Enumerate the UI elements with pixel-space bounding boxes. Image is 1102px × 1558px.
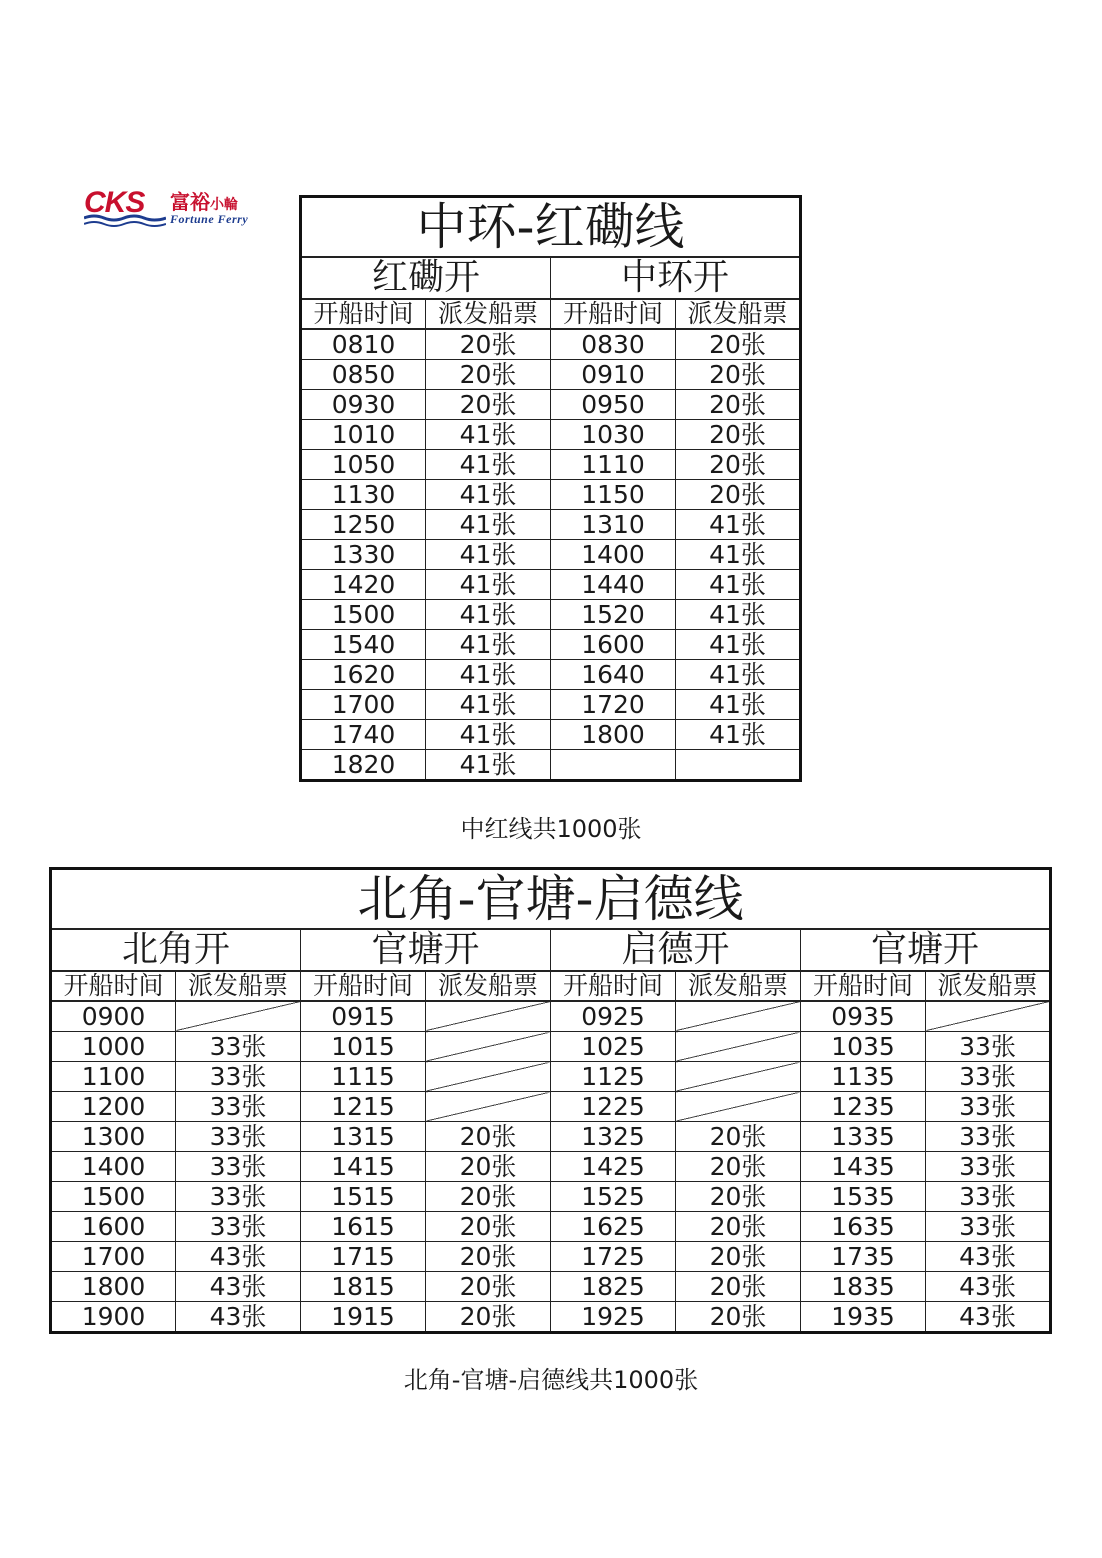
departure-time-cell	[551, 750, 676, 781]
departure-time-cell: 0935	[801, 1001, 926, 1032]
logo-chinese-small: 小輪	[210, 197, 238, 213]
table-row	[51, 1092, 1051, 1122]
table-row	[51, 1152, 1051, 1182]
ticket-count-cell: 43张	[926, 1272, 1051, 1302]
ticket-count-cell: 20张	[426, 1272, 551, 1302]
ticket-count-cell: 20张	[426, 1212, 551, 1242]
ticket-count-cell: 33张	[176, 1212, 301, 1242]
table-row	[301, 540, 801, 570]
departure-time-cell: 0915	[301, 1001, 426, 1032]
ticket-count-cell: 41张	[676, 690, 801, 720]
column-header: 开船时间	[301, 299, 426, 329]
departure-time-cell: 0910	[551, 360, 676, 390]
departure-time-cell: 1315	[301, 1122, 426, 1152]
ticket-count-cell: 33张	[926, 1032, 1051, 1062]
departure-time-cell: 1200	[51, 1092, 176, 1122]
ticket-count-cell: 41张	[426, 480, 551, 510]
ticket-count-cell: 33张	[926, 1122, 1051, 1152]
departure-time-cell: 1700	[301, 690, 426, 720]
departure-time-cell: 1010	[301, 420, 426, 450]
ticket-count-cell: 33张	[926, 1092, 1051, 1122]
table-row	[301, 510, 801, 540]
ticket-count-cell	[426, 1001, 551, 1032]
table-row	[301, 390, 801, 420]
column-header: 派发船票	[676, 299, 801, 329]
table-row	[51, 1302, 1051, 1333]
departure-time-cell: 1540	[301, 630, 426, 660]
ticket-count-cell: 41张	[426, 750, 551, 781]
departure-time-cell: 1535	[801, 1182, 926, 1212]
ticket-count-cell: 20张	[676, 390, 801, 420]
departure-time-cell: 1050	[301, 450, 426, 480]
table-row	[51, 1242, 1051, 1272]
departure-time-cell: 1000	[51, 1032, 176, 1062]
departure-time-cell: 1150	[551, 480, 676, 510]
column-header: 开船时间	[551, 299, 676, 329]
route-total-note: 中红线共1000张	[460, 815, 642, 843]
ticket-count-cell: 43张	[176, 1242, 301, 1272]
departure-time-cell: 1500	[51, 1182, 176, 1212]
ticket-count-cell: 33张	[926, 1062, 1051, 1092]
ticket-count-cell: 33张	[176, 1032, 301, 1062]
ticket-count-cell: 41张	[426, 600, 551, 630]
ticket-count-cell	[926, 1001, 1051, 1032]
ticket-count-cell: 41张	[426, 630, 551, 660]
ticket-count-cell	[176, 1001, 301, 1032]
departure-time-cell: 0950	[551, 390, 676, 420]
cks-fortune-ferry-logo	[84, 186, 270, 234]
departure-time-cell: 1100	[51, 1062, 176, 1092]
ticket-count-cell: 20张	[676, 480, 801, 510]
ticket-count-cell: 41张	[676, 510, 801, 540]
departure-time-cell: 1015	[301, 1032, 426, 1062]
departure-time-cell: 1640	[551, 660, 676, 690]
departure-time-cell: 1635	[801, 1212, 926, 1242]
ticket-count-cell: 43张	[926, 1242, 1051, 1272]
ticket-count-cell	[676, 750, 801, 781]
departure-time-cell: 0850	[301, 360, 426, 390]
departure-time-cell: 1820	[301, 750, 426, 781]
departure-time-cell: 1815	[301, 1272, 426, 1302]
departure-time-cell: 1110	[551, 450, 676, 480]
table-row	[301, 690, 801, 720]
departure-time-cell: 1720	[551, 690, 676, 720]
departure-time-cell: 1900	[51, 1302, 176, 1333]
departure-time-cell: 1600	[551, 630, 676, 660]
departure-time-cell: 1335	[801, 1122, 926, 1152]
table-row	[301, 600, 801, 630]
departure-time-cell: 1700	[51, 1242, 176, 1272]
departure-time-cell: 1435	[801, 1152, 926, 1182]
direction-header: 官塘开	[301, 929, 551, 971]
departure-time-cell: 1925	[551, 1302, 676, 1333]
ticket-count-cell: 20张	[676, 1182, 801, 1212]
ticket-count-cell: 41张	[426, 660, 551, 690]
ticket-count-cell: 33张	[176, 1092, 301, 1122]
ticket-count-cell: 33张	[926, 1182, 1051, 1212]
departure-time-cell: 1400	[551, 540, 676, 570]
ticket-count-cell: 41张	[426, 540, 551, 570]
departure-time-cell: 1250	[301, 510, 426, 540]
ticket-count-cell: 20张	[426, 329, 551, 360]
departure-time-cell: 1215	[301, 1092, 426, 1122]
table-row	[301, 329, 801, 360]
departure-time-cell: 1125	[551, 1062, 676, 1092]
ticket-count-cell	[676, 1032, 801, 1062]
ticket-count-cell: 20张	[426, 1122, 551, 1152]
ticket-count-cell: 41张	[426, 690, 551, 720]
table-row	[301, 360, 801, 390]
column-header: 派发船票	[176, 971, 301, 1001]
table-row	[301, 720, 801, 750]
departure-time-cell: 0830	[551, 329, 676, 360]
departure-time-cell: 1400	[51, 1152, 176, 1182]
table-row	[301, 450, 801, 480]
ticket-count-cell: 41张	[676, 660, 801, 690]
column-header: 派发船票	[426, 299, 551, 329]
departure-time-cell: 1835	[801, 1272, 926, 1302]
table-row	[301, 570, 801, 600]
ticket-count-cell: 20张	[676, 1272, 801, 1302]
table-row	[51, 1182, 1051, 1212]
ticket-count-cell	[426, 1032, 551, 1062]
departure-time-cell: 1800	[551, 720, 676, 750]
ticket-count-cell: 20张	[426, 1182, 551, 1212]
ticket-count-cell: 20张	[426, 1152, 551, 1182]
ticket-count-cell: 33张	[176, 1062, 301, 1092]
departure-time-cell: 1115	[301, 1062, 426, 1092]
departure-time-cell: 1520	[551, 600, 676, 630]
departure-time-cell: 1235	[801, 1092, 926, 1122]
table-row	[51, 1272, 1051, 1302]
ticket-count-cell: 41张	[676, 540, 801, 570]
column-header: 开船时间	[51, 971, 176, 1001]
ticket-count-cell: 33张	[926, 1152, 1051, 1182]
table-row	[51, 1212, 1051, 1242]
route-title: 中环-红磡线	[301, 197, 801, 258]
northpoint-kwuntong-kaitak-schedule-table	[49, 867, 1052, 1334]
departure-time-cell: 1515	[301, 1182, 426, 1212]
table-row	[51, 1032, 1051, 1062]
departure-time-cell: 0930	[301, 390, 426, 420]
table-row	[301, 630, 801, 660]
ticket-count-cell: 20张	[426, 1242, 551, 1272]
departure-time-cell: 0900	[51, 1001, 176, 1032]
departure-time-cell: 1030	[551, 420, 676, 450]
departure-time-cell: 1440	[551, 570, 676, 600]
departure-time-cell: 0810	[301, 329, 426, 360]
ticket-count-cell: 41张	[426, 450, 551, 480]
table-row	[51, 1122, 1051, 1152]
ticket-count-cell	[426, 1062, 551, 1092]
departure-time-cell: 1500	[301, 600, 426, 630]
ticket-count-cell	[676, 1001, 801, 1032]
route-total-note: 北角-官塘-启德线共1000张	[403, 1366, 699, 1394]
column-header: 派发船票	[926, 971, 1051, 1001]
ticket-count-cell	[676, 1092, 801, 1122]
ticket-count-cell: 41张	[676, 720, 801, 750]
departure-time-cell: 1915	[301, 1302, 426, 1333]
ticket-count-cell: 20张	[426, 360, 551, 390]
ticket-count-cell: 41张	[426, 420, 551, 450]
ticket-count-cell: 41张	[676, 570, 801, 600]
ticket-count-cell: 41张	[426, 570, 551, 600]
departure-time-cell: 1525	[551, 1182, 676, 1212]
departure-time-cell: 1725	[551, 1242, 676, 1272]
departure-time-cell: 1025	[551, 1032, 676, 1062]
logo-chinese-main: 富裕	[170, 190, 210, 214]
departure-time-cell: 1035	[801, 1032, 926, 1062]
ticket-count-cell: 33张	[176, 1152, 301, 1182]
departure-time-cell: 1310	[551, 510, 676, 540]
departure-time-cell: 1740	[301, 720, 426, 750]
table-row	[51, 1062, 1051, 1092]
logo-wave-icon	[84, 214, 166, 228]
departure-time-cell: 1300	[51, 1122, 176, 1152]
column-header: 开船时间	[301, 971, 426, 1001]
departure-time-cell: 1225	[551, 1092, 676, 1122]
ticket-count-cell: 20张	[676, 1302, 801, 1333]
departure-time-cell: 1620	[301, 660, 426, 690]
ticket-count-cell: 20张	[676, 1152, 801, 1182]
ticket-count-cell	[426, 1092, 551, 1122]
table-row	[301, 420, 801, 450]
ticket-count-cell: 20张	[676, 329, 801, 360]
logo-cks-text: CKS	[84, 186, 145, 219]
departure-time-cell: 1330	[301, 540, 426, 570]
departure-time-cell: 1825	[551, 1272, 676, 1302]
departure-time-cell: 1800	[51, 1272, 176, 1302]
ticket-count-cell: 41张	[676, 600, 801, 630]
departure-time-cell: 1600	[51, 1212, 176, 1242]
departure-time-cell: 1420	[301, 570, 426, 600]
departure-time-cell: 1625	[551, 1212, 676, 1242]
table-row	[301, 750, 801, 781]
departure-time-cell: 1135	[801, 1062, 926, 1092]
ticket-count-cell: 33张	[176, 1122, 301, 1152]
ticket-count-cell: 20张	[426, 390, 551, 420]
departure-time-cell: 1735	[801, 1242, 926, 1272]
departure-time-cell: 1935	[801, 1302, 926, 1333]
direction-header: 启德开	[551, 929, 801, 971]
direction-header: 北角开	[51, 929, 301, 971]
column-header: 派发船票	[676, 971, 801, 1001]
ticket-count-cell: 43张	[926, 1302, 1051, 1333]
ticket-count-cell: 20张	[426, 1302, 551, 1333]
direction-header: 官塘开	[801, 929, 1051, 971]
table-row	[51, 1001, 1051, 1032]
ticket-count-cell	[676, 1062, 801, 1092]
ticket-count-cell: 20张	[676, 1122, 801, 1152]
ticket-count-cell: 33张	[926, 1212, 1051, 1242]
ticket-count-cell: 20张	[676, 1242, 801, 1272]
direction-header: 中环开	[551, 257, 801, 299]
ticket-count-cell: 20张	[676, 420, 801, 450]
departure-time-cell: 1415	[301, 1152, 426, 1182]
column-header: 开船时间	[551, 971, 676, 1001]
ticket-count-cell: 20张	[676, 360, 801, 390]
table-row	[301, 660, 801, 690]
ticket-count-cell: 43张	[176, 1272, 301, 1302]
departure-time-cell: 1715	[301, 1242, 426, 1272]
central-hunghom-schedule-table	[299, 195, 802, 782]
table-row	[301, 480, 801, 510]
column-header: 开船时间	[801, 971, 926, 1001]
ticket-count-cell: 43张	[176, 1302, 301, 1333]
route-title: 北角-官塘-启德线	[51, 869, 1051, 930]
ticket-count-cell: 41张	[676, 630, 801, 660]
ticket-count-cell: 20张	[676, 450, 801, 480]
ticket-count-cell: 41张	[426, 510, 551, 540]
departure-time-cell: 0925	[551, 1001, 676, 1032]
ticket-count-cell: 20张	[676, 1212, 801, 1242]
ticket-count-cell: 41张	[426, 720, 551, 750]
direction-header: 红磡开	[301, 257, 551, 299]
logo-english-name: Fortune Ferry	[170, 212, 249, 226]
ticket-count-cell: 33张	[176, 1182, 301, 1212]
departure-time-cell: 1425	[551, 1152, 676, 1182]
departure-time-cell: 1615	[301, 1212, 426, 1242]
column-header: 派发船票	[426, 971, 551, 1001]
departure-time-cell: 1130	[301, 480, 426, 510]
departure-time-cell: 1325	[551, 1122, 676, 1152]
